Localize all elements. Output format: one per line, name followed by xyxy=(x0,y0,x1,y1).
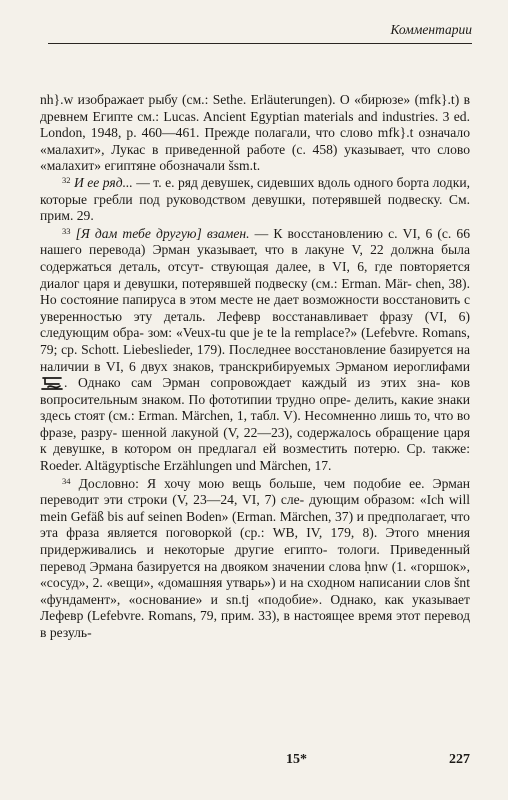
commentary-body xyxy=(40,92,470,642)
note-continuation: nh}.w изображает рыбу (см.: Sethe. Erläuterungen). О «бирюзе» (mfk}.t) в древнем Египте см.: Lucas. Ancient Egyptian materials and industries. 3 ed. London, 1948, р. 460—461. Прежде полагали, что слово mfk}.t означало «малахит», Лукас в приведенной работе (с. 458) указывает, что слово «малахит» египтяне обозначали šsm.t. xyxy=(40,92,470,174)
note-33: $^{33}$ [Я дам тебе другую] взамен. — К восстановлению с. VI, 6 (с. 66 нашего перевода) Эрман указывает, что в лакуне V, 22 должна была содержаться деталь, отсут- ствующая далее, в VI, 6, где повторяется диалог царя и девушки, потерявшей подвеску (см.: Erman. Mär- chen, 38). Но состояние папируса в этом месте не дает возможности восстановить с уверенностью эту деталь. Лефевр восстанавливает фразу (VI, 6) следующим обра- зом: «Veux-tu que je te la remplace?» (Lefebvre. Romans, 79; ср. Schott. Liebeslieder, 179). Последнее восстановление базируется на наличии в VI, 6 двух знаков, транскрибируемых Эрманом иероглифами . Однако сам Эрман сопровождает каждый из этих зна- ков вопросительным знаком. По фототипии трудно опре- делить, какие знаки здесь стоят (см.: Erman. Märchen, 1, табл. V). Несомненно лишь то, что во фразе, разру- шенной лакуной (V, 22—23), содержалось обращение царя к девушке, в котором он предлагал ей возместить потерю. Ср. также: Roeder. Altägyptische Erzählungen und Märchen, 17. xyxy=(40,225,471,474)
page-number: 227 xyxy=(449,752,470,767)
hieroglyph-icon xyxy=(40,375,64,391)
running-head: Комментарии xyxy=(48,22,472,44)
note-lead: Дословно: xyxy=(78,475,139,491)
note-lead: И ее ряд... xyxy=(73,174,133,190)
note-34: $^{34}$ Дословно: Я хочу мою вещь больше, чем подобие ее. Эрман переводит эти строки (V, 23—24, VI, 7) сле- дующим образом: «Ich will mein Gefäß bis auf seinen Boden» (Erman. Märchen, 37) и предполагает, что эта фраза является поговоркой (ср.: WB, IV, 179, 8). Этого мнения придерживались и некоторые другие египто- тологи. Приведенный перевод Эрмана базируется на двояком значении слова ḥnw (1. «горшок», «сосуд», 2. «вещи», «домашняя утварь») и на сходном написании слов šnt «фундамент», «основание» и sn.tj «подобие». Однако, как указывает Лефевр (Lefebvre. Romans, 79, прим. 33), в настоящее время этот перевод в резуль- xyxy=(40,475,471,640)
note-number: 33 xyxy=(62,225,71,236)
note-lead: [Я дам тебе другую] взамен. xyxy=(75,225,250,241)
note-number: 32 xyxy=(62,174,71,185)
note-number: 34 xyxy=(62,475,71,486)
note-32: $^{32}$ И ее ряд... — т. е. ряд девушек, сидевших вдоль одного борта лодки, которые гребли под руководством девушки, потерявшей подвеску. См. прим. 29. xyxy=(40,174,470,224)
printer-signature: 15* xyxy=(286,752,307,767)
